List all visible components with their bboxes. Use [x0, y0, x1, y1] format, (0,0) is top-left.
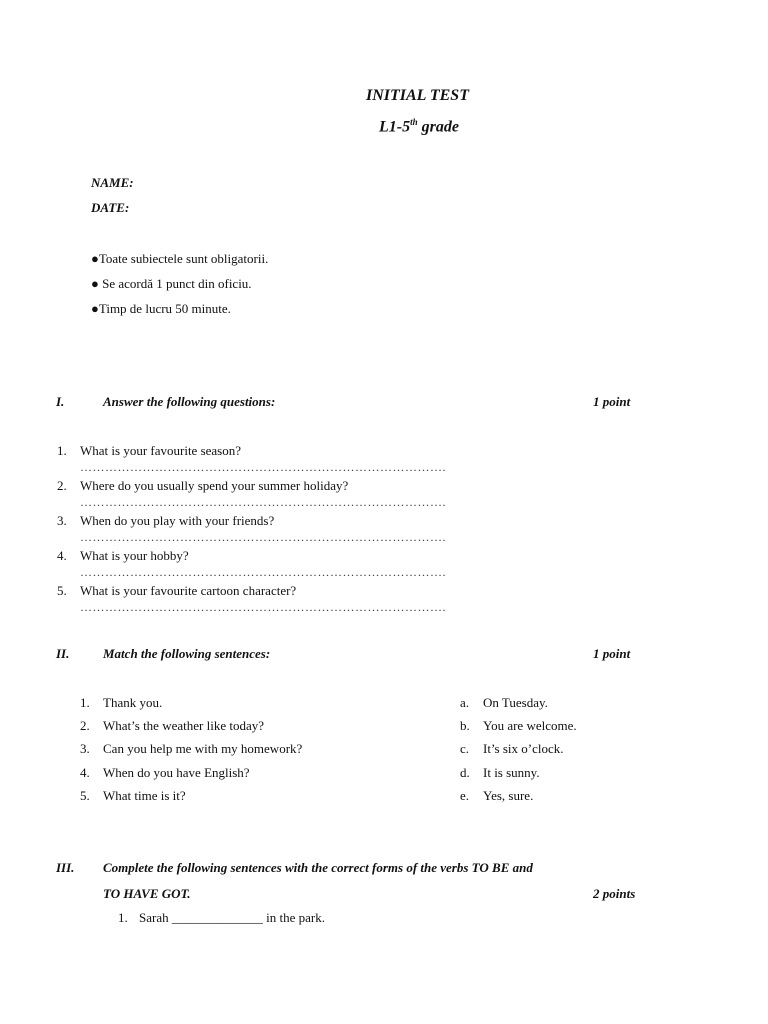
question-number: 4. — [57, 548, 67, 563]
match-right-letter: e. — [460, 788, 470, 803]
section-1-heading: Answer the following questions: — [103, 394, 276, 409]
match-left-text: When do you have English? — [103, 765, 250, 780]
question-text: What is your favourite season? — [80, 443, 242, 458]
question-text: What is your hobby? — [80, 548, 189, 563]
match-left-number: 1. — [80, 695, 90, 710]
question-text: What is your favourite cartoon character? — [80, 583, 297, 598]
section-1-numeral: I. — [56, 394, 65, 409]
section-2-points: 1 point — [593, 646, 631, 661]
section-3-numeral: III. — [56, 860, 75, 875]
section-3-heading-line-2: TO HAVE GOT. — [103, 886, 191, 901]
answer-line[interactable]: ……………………………………………………………………………. — [80, 530, 446, 544]
name-label: NAME: — [91, 175, 134, 190]
match-left-number: 4. — [80, 765, 90, 780]
fill-in-number: 1. — [118, 910, 128, 925]
section-3-points: 2 points — [593, 886, 636, 901]
section-2-numeral: II. — [56, 646, 70, 661]
match-right-text: You are welcome. — [483, 718, 577, 733]
match-left-number: 3. — [80, 741, 90, 756]
rule-item: ● Se acordă 1 punct din oficiu. — [91, 276, 252, 291]
match-left-text: What’s the weather like today? — [103, 718, 264, 733]
subtitle-main: L1-5 — [379, 118, 411, 136]
rule-item: ●Timp de lucru 50 minute. — [91, 301, 231, 316]
section-3-heading-line-1: Complete the following sentences with the correct forms of the verbs TO BE and — [103, 860, 533, 875]
rule-item: ●Toate subiectele sunt obligatorii. — [91, 251, 269, 266]
answer-line[interactable]: ……………………………………………………………………………. — [80, 600, 446, 614]
question-number: 2. — [57, 478, 67, 493]
match-left-number: 2. — [80, 718, 90, 733]
match-right-text: Yes, sure. — [483, 788, 534, 803]
match-right-letter: d. — [460, 765, 470, 780]
question-text: Where do you usually spend your summer holiday? — [80, 478, 349, 493]
page-subtitle — [379, 117, 459, 136]
section-1-points: 1 point — [593, 394, 631, 409]
question-number: 5. — [57, 583, 67, 598]
match-right-letter: c. — [460, 741, 470, 756]
date-label: DATE: — [91, 200, 130, 215]
match-left-text: Can you help me with my homework? — [103, 741, 303, 756]
match-right-text: It is sunny. — [483, 765, 540, 780]
subtitle-superscript: th — [410, 117, 418, 127]
subtitle-tail: grade — [417, 118, 459, 136]
answer-line[interactable]: ……………………………………………………………………………. — [80, 565, 446, 579]
match-right-letter: a. — [460, 695, 470, 710]
question-number: 1. — [57, 443, 67, 458]
question-text: When do you play with your friends? — [80, 513, 275, 528]
answer-line[interactable]: ……………………………………………………………………………. — [80, 460, 446, 474]
match-left-text: Thank you. — [103, 695, 163, 710]
section-2-heading: Match the following sentences: — [103, 646, 271, 661]
match-right-text: It’s six o’clock. — [483, 741, 564, 756]
match-right-text: On Tuesday. — [483, 695, 548, 710]
match-right-letter: b. — [460, 718, 470, 733]
fill-in-sentence[interactable]: Sarah ______________ in the park. — [139, 910, 325, 925]
question-number: 3. — [57, 513, 67, 528]
page-title: INITIAL TEST — [366, 87, 469, 104]
match-left-text: What time is it? — [103, 788, 186, 803]
match-left-number: 5. — [80, 788, 90, 803]
answer-line[interactable]: ……………………………………………………………………………. — [80, 495, 446, 509]
